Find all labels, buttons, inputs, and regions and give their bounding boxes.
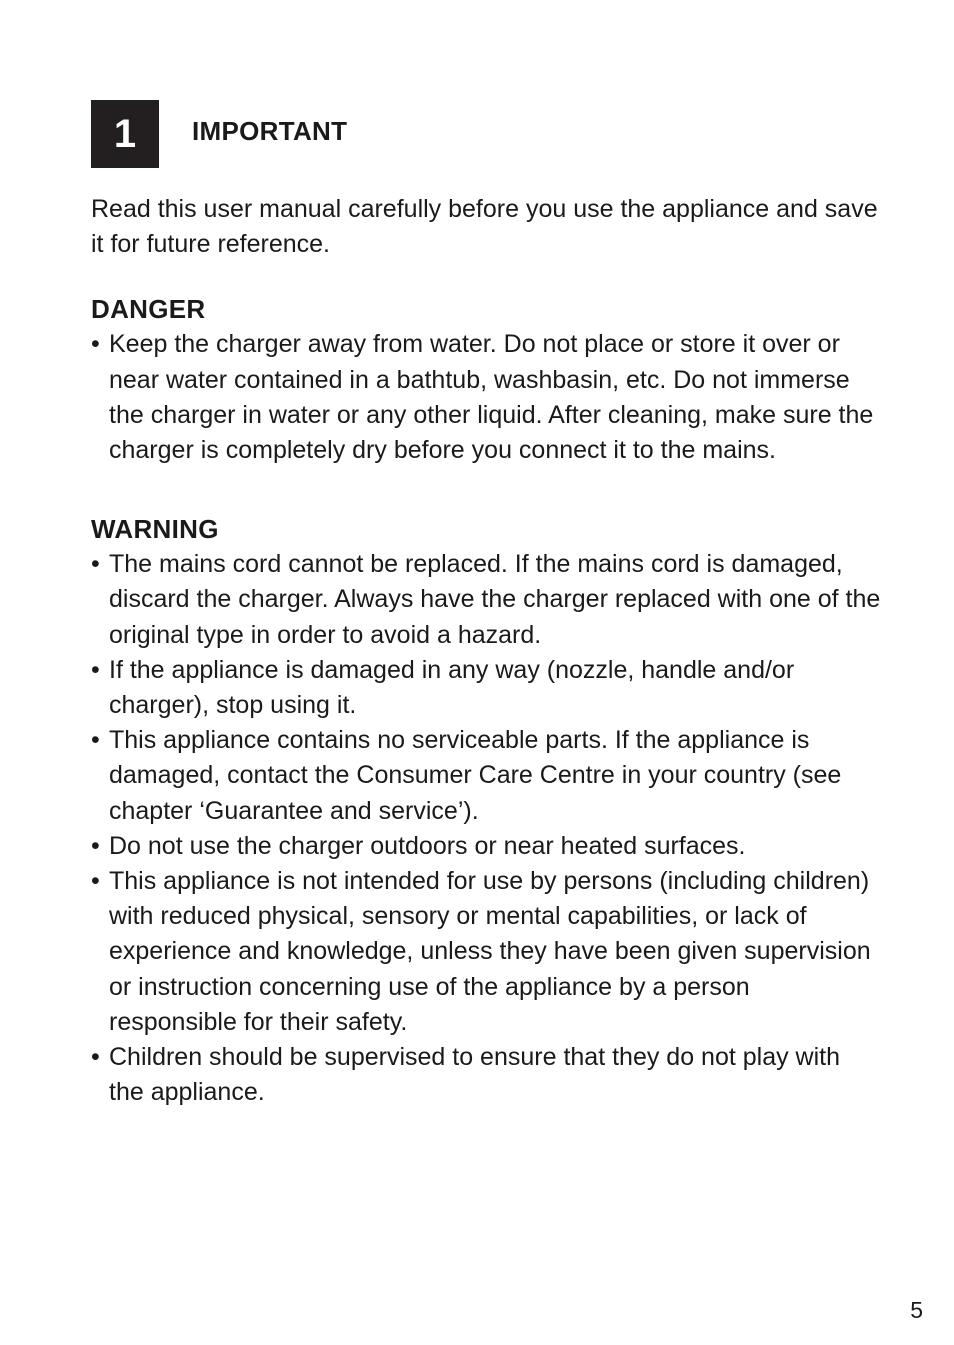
bullet-icon: •: [91, 867, 100, 896]
bullet-icon: •: [91, 330, 100, 359]
danger-heading: DANGER: [91, 294, 206, 325]
warning-item-text: If the appliance is damaged in any way (nozzle, handle and/or charger), stop using it.: [109, 655, 795, 720]
bullet-icon: •: [91, 655, 100, 684]
page-number: 5: [910, 1297, 923, 1323]
warning-item-text: Children should be supervised to ensure that they do not play with the appliance.: [109, 1043, 841, 1107]
danger-list: [91, 327, 881, 468]
bullet-icon: •: [91, 1043, 100, 1072]
list-item: [91, 723, 881, 829]
list-item: [91, 547, 881, 653]
chapter-header: [91, 100, 347, 168]
page-content: [91, 192, 881, 1110]
list-item: [91, 1040, 881, 1110]
list-item: [91, 864, 881, 1040]
danger-item-text: Keep the charger away from water. Do not place or store it over or near water contained in a bathtub, washbasin, etc. Do not immerse the charger in water or any other liquid. After cleaning, make sure the charger is completely dry before you connect it to the mains.: [109, 330, 874, 465]
bullet-icon: •: [91, 831, 100, 860]
warning-item-text: This appliance is not intended for use by persons (including children) with reduced physical, sensory or mental capabilities, or lack of experience and knowledge, unless they have been given supervision or instruction concerning use of the appliance by a person responsible for their safety.: [109, 867, 871, 1036]
warning-item-text: The mains cord cannot be replaced. If the mains cord is damaged, discard the charger. Always have the charger replaced with one of the original type in order to avoid a hazard.: [109, 550, 881, 649]
warning-item-text: This appliance contains no serviceable parts. If the appliance is damaged, contact the Consumer Care Centre in your country (see chapter ‘Guarantee and service’).: [109, 726, 842, 825]
warning-heading: WARNING: [91, 514, 219, 545]
chapter-number: 1: [91, 100, 159, 168]
bullet-icon: •: [91, 726, 100, 755]
warning-list: [91, 547, 881, 1110]
list-item: [91, 327, 881, 468]
intro-paragraph: Read this user manual carefully before you use the appliance and save it for future reference.: [91, 195, 878, 259]
list-item: [91, 829, 881, 864]
warning-item-text: Do not use the charger outdoors or near heated surfaces.: [109, 831, 746, 860]
chapter-title: IMPORTANT: [192, 115, 348, 146]
list-item: [91, 653, 881, 723]
bullet-icon: •: [91, 550, 100, 579]
